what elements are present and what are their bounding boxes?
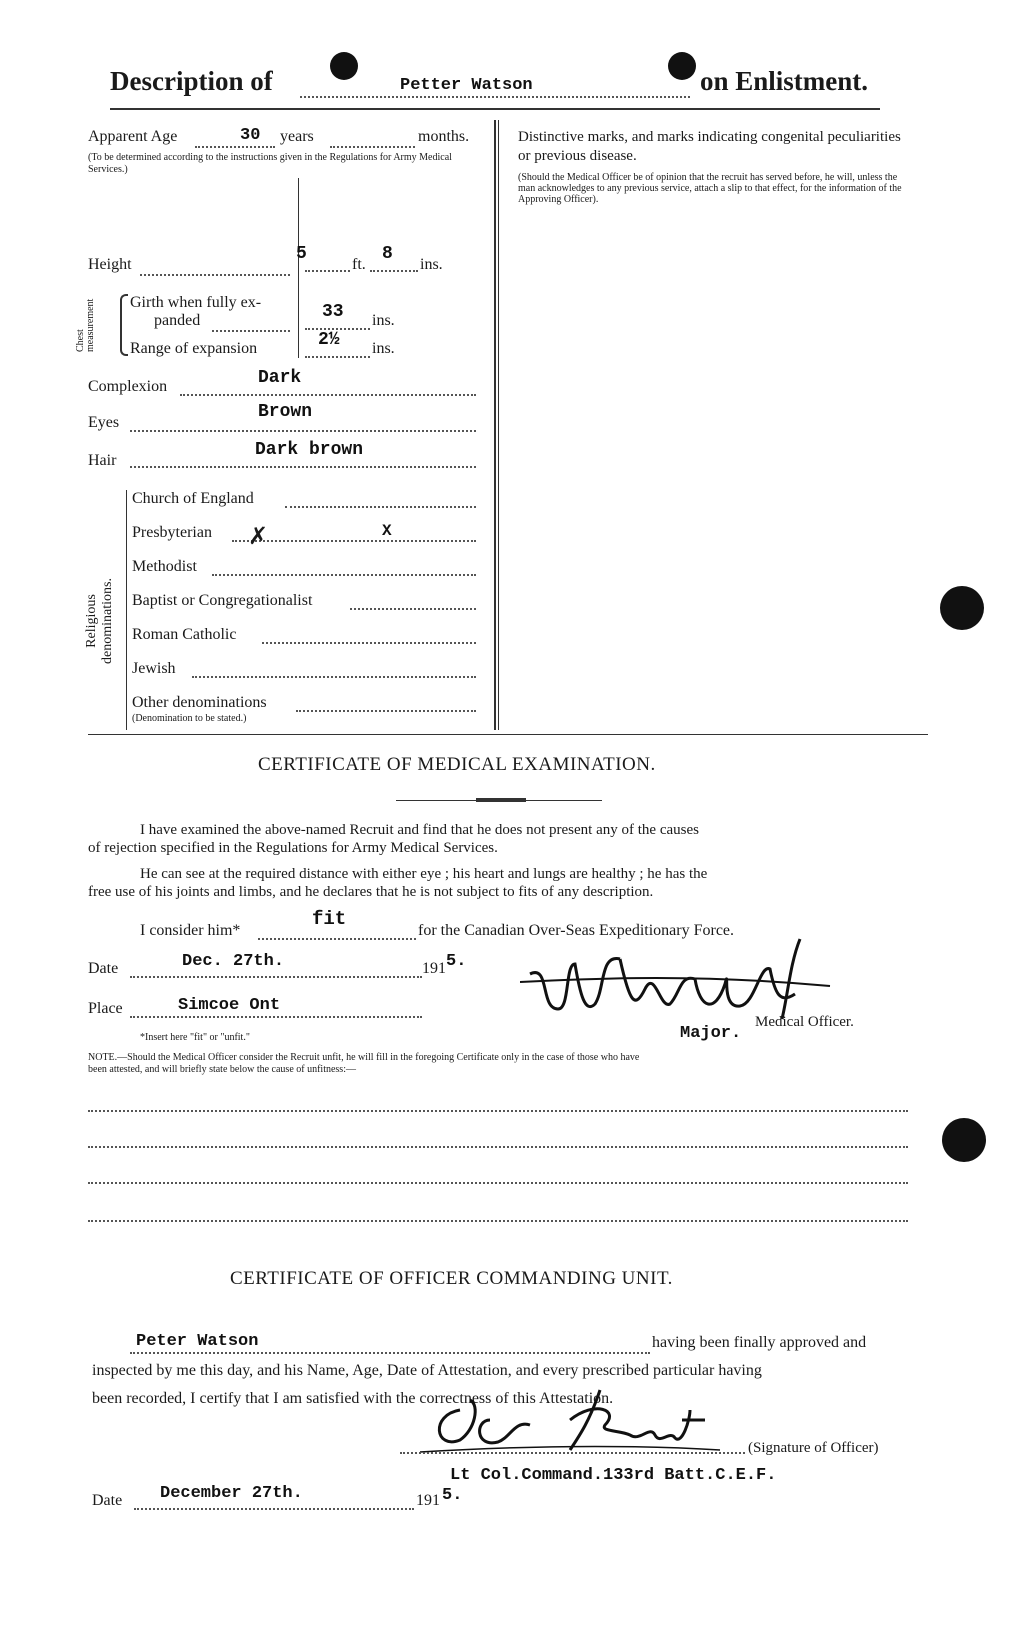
section-rule [88,734,928,735]
commanding-title: CERTIFICATE OF OFFICER COMMANDING UNIT. [230,1268,673,1289]
note-line1: NOTE.—Should the Medical Officer consider the Recruit unfit, he will fill in the foregoing Certificate only in the case of those who have [88,1052,640,1063]
commanding-line1-tail: having been finally approved and [652,1334,867,1351]
height-lead [140,274,290,276]
medical-date-line [130,976,422,978]
religion-side-label: Religious denominations. [84,578,115,664]
range-line [305,356,370,358]
medical-year-prefix: 191 [422,960,446,977]
note-line2: been attested, and will briefly state below the cause of unfitness:— [88,1064,356,1075]
girth-label-1: Girth when fully ex- [130,294,262,311]
column-divider-2 [498,120,499,730]
religion-check-mark: ✗ [248,522,269,550]
height-in-line [370,270,418,272]
medical-para2-line2: free use of his joints and limbs, and he declares that he is not subject to fits of any description. [88,884,654,900]
complexion-line [180,394,476,396]
medical-officer-signature [520,934,850,1024]
eyes-label: Eyes [88,414,120,431]
religion-other: Other denominations [132,694,267,711]
years-label: years [280,128,314,145]
age-note: (To be determined according to the instructions given in the Regulations for Army Medical Services.) [88,152,452,175]
age-value: 30 [240,126,261,145]
religion-line-3 [350,608,476,610]
girth-value: 33 [322,302,344,322]
hair-value: Dark brown [255,440,364,460]
unfit-line-1 [88,1110,908,1112]
religion-line-6 [296,710,476,712]
girth-ins-label: ins. [372,312,395,329]
height-ft-value: 5 [296,244,307,264]
header-rule [110,108,880,110]
complexion-label: Complexion [88,378,168,395]
religion-jewish: Jewish [132,660,176,677]
column-divider [494,120,496,730]
signature-label: (Signature of Officer) [748,1440,879,1456]
commanding-name: Peter Watson [136,1332,259,1351]
commanding-name-line [130,1352,650,1354]
religion-presbyterian: Presbyterian [132,524,212,541]
signature-line [400,1452,745,1454]
marks-title: Distinctive marks, and marks indicating congenital peculiarities or previous disease. [518,129,901,164]
religion-church-of-england: Church of England [132,490,254,507]
religion-other-note: (Denomination to be stated.) [132,713,247,724]
ft-label: ft. [352,256,366,273]
medical-para1-line2: of rejection specified in the Regulations for Army Medical Services. [88,840,498,856]
medical-date-label: Date [88,960,119,977]
insert-note: *Insert here "fit" or "unfit." [140,1032,250,1043]
ink-blot [330,52,358,80]
range-ins-label: ins. [372,340,395,357]
header-name-line [300,96,690,98]
ink-blot [668,52,696,80]
fit-value: fit [312,908,347,930]
months-line [330,146,415,148]
medical-para2-line1: He can see at the required distance with either eye ; his heart and lungs are healthy ; he has the [140,866,708,882]
commanding-date-value: December 27th. [160,1484,303,1503]
range-value: 2½ [318,330,340,350]
header-name: Petter Watson [400,76,533,95]
commanding-date-label: Date [92,1492,123,1509]
height-in-value: 8 [382,244,393,264]
marks-note: (Should the Medical Officer be of opinion that the recruit has served before, he will, unless the man acknowledges to any previous service, attach a slip to that effect, for the information of the Approving Officer). [518,172,902,205]
punch-hole [942,1118,986,1162]
commanding-year-prefix: 191 [416,1492,440,1509]
commanding-officer-signature [420,1380,740,1460]
height-label: Height [88,256,132,273]
unfit-line-2 [88,1146,908,1148]
fit-line [258,938,416,940]
header-prefix: Description of [110,66,273,96]
eyes-value: Brown [258,402,313,422]
punch-hole [940,586,984,630]
consider-label: I consider him* [140,922,241,939]
commanding-line2: inspected by me this day, and his Name, Age, Date of Attestation, and every prescribed particular having [92,1362,762,1379]
girth-label-2: panded [154,312,201,329]
months-label: months. [418,128,470,145]
place-line [130,1016,422,1018]
religion-line-4 [262,642,476,644]
place-label: Place [88,1000,123,1017]
religion-mark: X [382,522,392,540]
hair-label: Hair [88,452,117,469]
medical-title-rule-bold [476,798,526,802]
place-value: Simcoe Ont [178,996,281,1015]
religion-line-0 [285,506,476,508]
medical-title: CERTIFICATE OF MEDICAL EXAMINATION. [258,754,656,775]
girth-lead [212,330,290,332]
height-ins-label: ins. [420,256,443,273]
unfit-line-3 [88,1182,908,1184]
medical-para1-line1: I have examined the above-named Recruit and find that he does not present any of the causes [140,822,699,838]
chest-brace [120,294,128,356]
medical-date-value: Dec. 27th. [182,952,285,971]
commanding-date-line [134,1508,414,1510]
religion-baptist: Baptist or Congregationalist [132,592,313,609]
complexion-value: Dark [258,368,302,388]
commanding-officer-title: Lt Col.Command.133rd Batt.C.E.F. [450,1466,777,1485]
unfit-line-4 [88,1220,908,1222]
medical-rank: Major. [680,1024,742,1043]
eyes-line [130,430,476,432]
religion-brace [126,490,127,730]
religion-methodist: Methodist [132,558,197,575]
height-ft-line [305,270,350,272]
medical-year-digit: 5. [446,952,467,971]
religion-roman-catholic: Roman Catholic [132,626,237,643]
age-label: Apparent Age [88,128,178,145]
commanding-line3: been recorded, I certify that I am satisfied with the correctness of this Attestation. [92,1390,614,1407]
commanding-year-digit: 5. [442,1486,463,1505]
for-force-label: for the Canadian Over-Seas Expeditionary Force. [418,922,735,939]
age-line [195,146,275,148]
range-label: Range of expansion [130,340,258,357]
chest-side-label: Chest measurement [75,298,96,352]
religion-line-1 [232,540,476,542]
medical-officer-label: Medical Officer. [755,1014,854,1030]
header-suffix: on Enlistment. [700,66,869,96]
religion-line-5 [192,676,476,678]
hair-line [130,466,476,468]
measure-divider [298,178,299,358]
religion-line-2 [212,574,476,576]
